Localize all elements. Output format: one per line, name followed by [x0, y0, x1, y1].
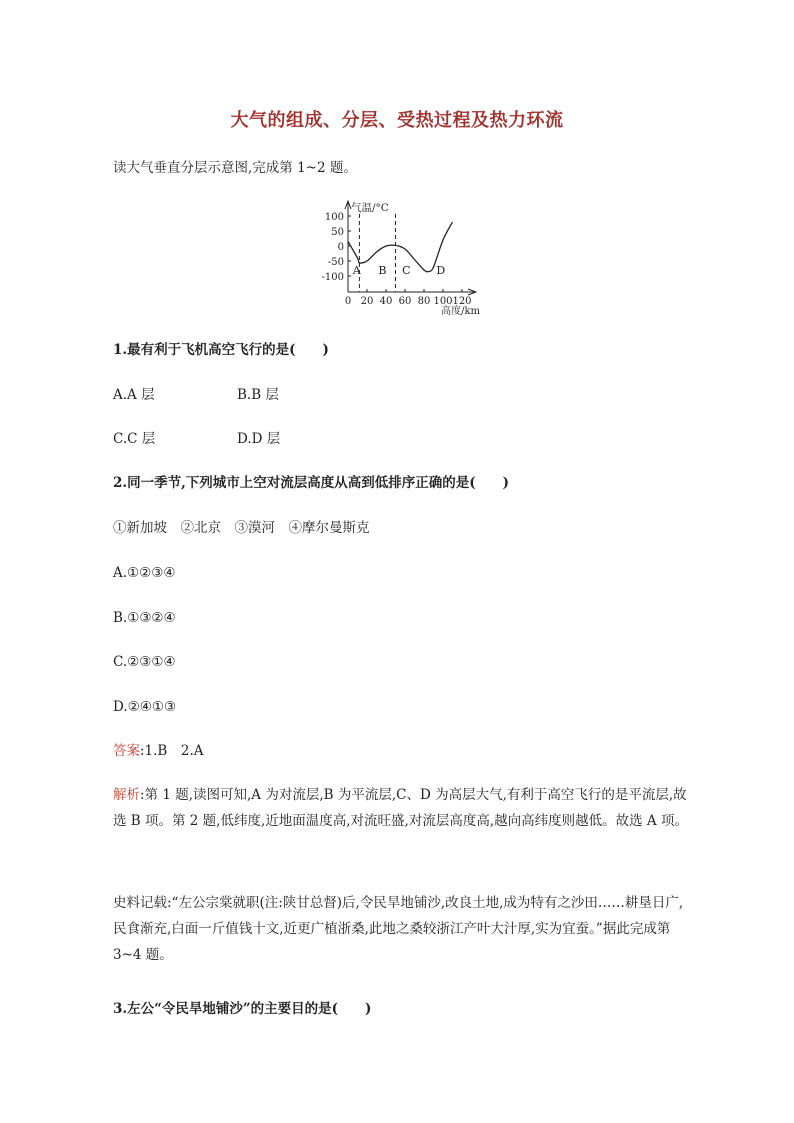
- q2-items: ①新加坡 ②北京 ③漠河 ④摩尔曼斯克: [113, 520, 370, 536]
- history-passage: 史料记载:“左公宗棠就职(注:陕甘总督)后,令民旱地铺沙,改良土地,成为特有之沙田……耕垦日广,民食渐充,白面一斤值钱十文,近更广植浙桑,此地之桑较浙江产叶大汁厚,实为宜蚕。”据此完成第 3~4 题。: [113, 895, 684, 963]
- x-tick-label: 60: [398, 296, 412, 307]
- layer-label-b: B: [378, 264, 387, 277]
- page-title: 大气的组成、分层、受热过程及热力环流: [230, 110, 564, 131]
- x-tick-label: 100: [433, 296, 453, 307]
- answer-text: :1.B 2.A: [140, 743, 204, 759]
- y-axis-arrow: [345, 201, 351, 209]
- analysis-text: :第 1 题,读图可知,A 为对流层,B 为平流层,C、D 为高层大气,有利于高空飞行的是平流层,故选 B 项。第 2 题,低纬度,近地面温度高,对流旺盛,对流层高度高,越向高纬度则越低。故选 A 项。: [113, 787, 688, 829]
- analysis: [113, 782, 691, 834]
- y-tick-label: -100: [321, 272, 344, 283]
- analysis-label: 解析: [113, 787, 140, 803]
- y-tick-label: 50: [331, 227, 344, 238]
- q2-option-d: D.②④①③: [113, 699, 177, 715]
- y-tick-label: -50: [327, 257, 344, 268]
- answer: [113, 742, 203, 760]
- q1-option-d: D.D 层: [237, 431, 281, 447]
- layer-label-a: A: [352, 264, 361, 277]
- q3-stem: 3.左公“令民旱地铺沙”的主要目的是( ): [113, 1001, 372, 1017]
- x-tick-label: 0: [344, 296, 352, 307]
- q2-stem: 2.同一季节,下列城市上空对流层高度从高到低排序正确的是( ): [113, 475, 510, 491]
- temperature-curve: [348, 222, 453, 272]
- x-tick-label: 80: [417, 296, 431, 307]
- y-axis-label: 气温/°C: [351, 202, 389, 214]
- q1-option-a: A.A 层: [113, 387, 155, 403]
- q2-option-c: C.②③①④: [113, 654, 176, 670]
- layer-label-d: D: [436, 264, 446, 277]
- q2-option-b: B.①③②④: [113, 610, 176, 626]
- q2-option-a: A.①②③④: [113, 565, 176, 581]
- x-axis-arrow: [468, 289, 476, 295]
- answer-label: 答案: [113, 743, 140, 759]
- x-tick-label: 20: [360, 296, 374, 307]
- layer-label-c: C: [402, 264, 411, 277]
- q1-stem: 1.最有利于飞机高空飞行的是( ): [113, 342, 329, 358]
- x-tick-label: 120: [452, 296, 472, 307]
- y-tick-label: 0: [337, 242, 344, 253]
- intro-1: 读大气垂直分层示意图,完成第 1~2 题。: [113, 160, 357, 176]
- q1-option-c: C.C 层: [113, 431, 156, 447]
- y-tick-label: 100: [324, 212, 344, 223]
- x-tick-label: 40: [379, 296, 393, 307]
- q1-option-b: B.B 层: [237, 387, 279, 403]
- x-axis-label: 高度/km: [441, 306, 480, 317]
